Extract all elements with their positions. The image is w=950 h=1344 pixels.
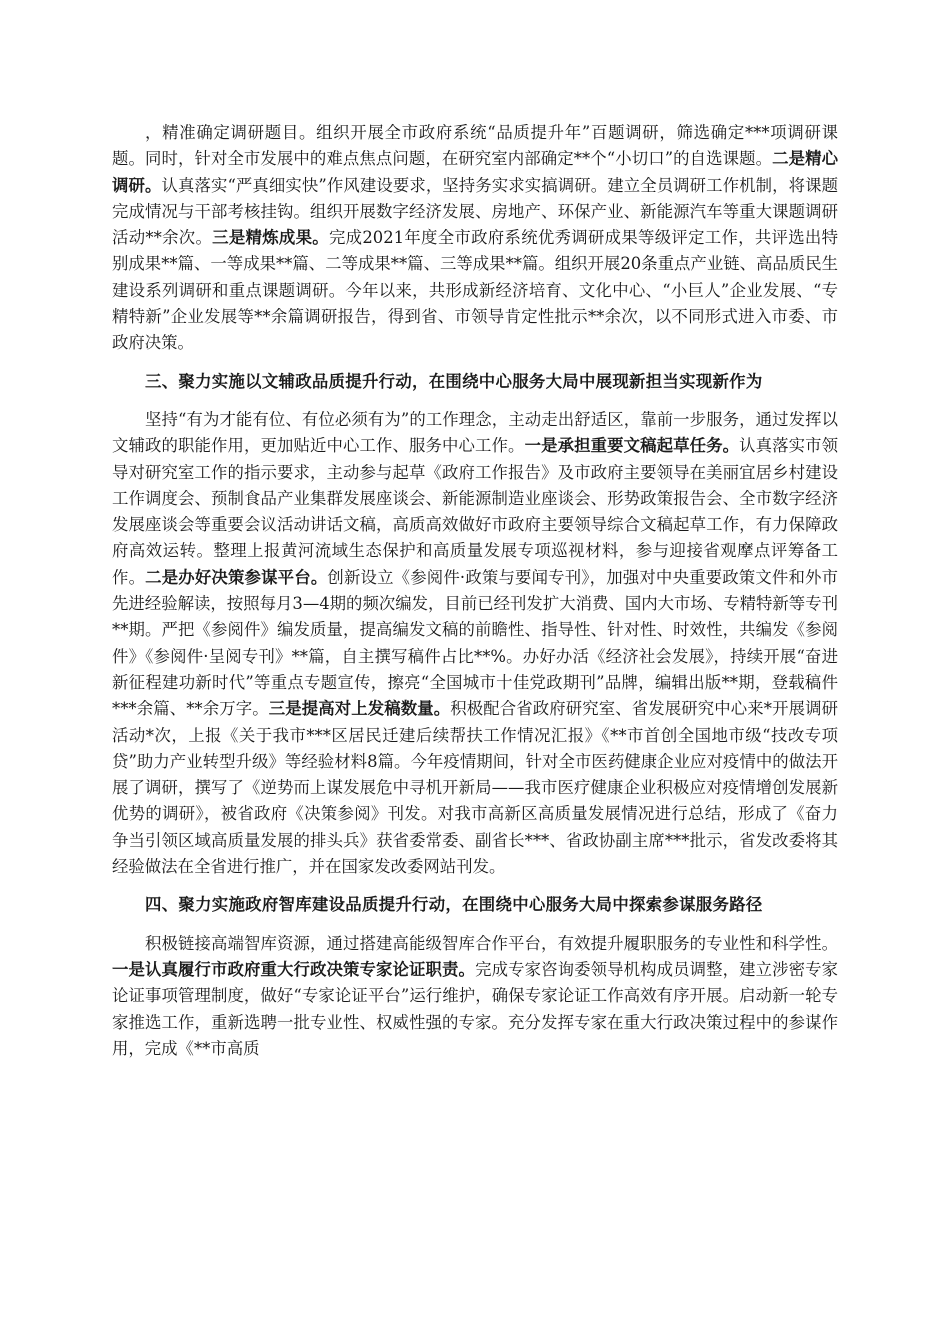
paragraph-text: ，精准确定调研题目。组织开展全市政府系统“品质提升年”百题调研，筛选确定***项调研课题。同时，针对全市发展中的难点焦点问题，在研究室内部确定**个“小切口”的自选课题。: [112, 123, 838, 169]
bold-point-1: 一是认真履行市政府重大行政决策专家论证职责。: [112, 959, 476, 979]
bold-point-1: 一是承担重要文稿起草任务。: [524, 436, 740, 456]
document-page: [112, 120, 838, 1074]
paragraph-text: 认真落实市领导对研究室工作的指示要求，主动参与起草《政府工作报告》及市政府主要领导在美丽宜居乡村建设工作调度会、预制食品产业集群发展座谈会、新能源制造业座谈会、形势政策报告会、全市数字经济发展座谈会等重要会议活动讲话文稿，高质高效做好市政府主要领导综合文稿起草工作，有力保障政府高效运转。整理上报黄河流域生态保护和高质量发展专项巡视材料，参与迎接省观摩点评筹备工作。: [112, 436, 839, 587]
paragraph-text: 积极配合省政府研究室、省发展研究中心来*开展调研活动*次，上报《关于我市***区居民迁建后续帮扶工作情况汇报》《**市首创全国地市级“技改专项贷”助力产业转型升级》等经验材料8篇。今年疫情期间，针对全市医药健康企业应对疫情中的做法开展了调研，撰写了《逆势而上谋发展危中寻机开新局——我市医疗健康企业积极应对疫情增创发展新优势的调研》，被省政府《决策参阅》刊发。对我市高新区高质量发展情况进行总结，形成了《奋力争当引领区域高质量发展的排头兵》获省委常委、副省长***、省政协副主席***批示，省发改委将其经验做法在全省进行推广，并在国家发改委网站刊发。: [112, 699, 838, 877]
paragraph-text: 认真落实“严真细实快”作风建设要求，坚持务实求实搞调研。建立全员调研工作机制，将课题完成情况与干部考核挂钩。组织开展数字经济发展、房地产、环保产业、新能源汽车等重大课题调研活动**余次。: [112, 175, 839, 248]
paragraph-text: 积极链接高端智库资源，通过搭建高能级智库合作平台，有效提升履职服务的专业性和科学性。: [145, 933, 838, 953]
bold-point-3: 三是精炼成果。: [212, 228, 329, 248]
paragraph-text: 创新设立《参阅件·政策与要闻专刊》，加强对中央重要政策文件和外市先进经验解读，按照每月3—4期的频次编发，目前已经刊发扩大消费、国内大市场、专精特新等专刊**期。严把《参阅件》编发质量，提高编发文稿的前瞻性、指导性、针对性、时效性，共编发《参阅件》《参阅件·呈阅专刊》**篇，自主撰写稿件占比**%。办好办活《经济社会发展》，持续开展“奋进新征程建功新时代”等重点专题宣传，擦亮“全国城市十佳党政期刊”品牌，编辑出版**期，登载稿件***余篇、**余万字。: [112, 567, 839, 719]
bold-point-3: 三是提高对上发稿数量。: [268, 699, 451, 719]
section-heading-4: 四、聚力实施政府智库建设品质提升行动，在围绕中心服务大局中探索参谋服务路径: [145, 895, 763, 915]
paragraph-text: 坚持“有为才能有位、有位必须有为”的工作理念，主动走出舒适区，靠前一步服务，通过发挥以文辅政的职能作用，更加贴近中心工作、服务中心工作。: [112, 409, 838, 456]
paragraph-text: 完成专家咨询委领导机构成员调整，建立涉密专家论证事项管理制度，做好“专家论证平台”运行维护，确保专家论证工作高效有序开展。启动新一轮专家推选工作，重新选聘一批专业性、权威性强的专家。充分发挥专家在重大行政决策过程中的参谋作用，完成《**市高质: [112, 959, 839, 1058]
paragraph-think-tank: [112, 931, 838, 1062]
paragraph-research: [112, 120, 838, 357]
section-heading-3: 三、聚力实施以文辅政品质提升行动，在围绕中心服务大局中展现新担当实现新作为: [145, 371, 763, 391]
bold-point-2: 二是办好决策参谋平台。: [145, 567, 328, 587]
bold-point-2: 二是精心调研。: [112, 149, 839, 195]
paragraph-writing: [112, 407, 838, 880]
paragraph-text: 完成2021年度全市政府系统优秀调研成果等级评定工作，共评选出特别成果**篇、一等成果**篇、二等成果**篇、三等成果**篇。组织开展20条重点产业链、高品质民生建设系列调研和重点课题调研。今年以来，共形成新经济培育、文化中心、“小巨人”企业发展、“专精特新”企业发展等**余篇调研报告，得到省、市领导肯定性批示**余次，以不同形式进入市委、市政府决策。: [112, 228, 838, 353]
